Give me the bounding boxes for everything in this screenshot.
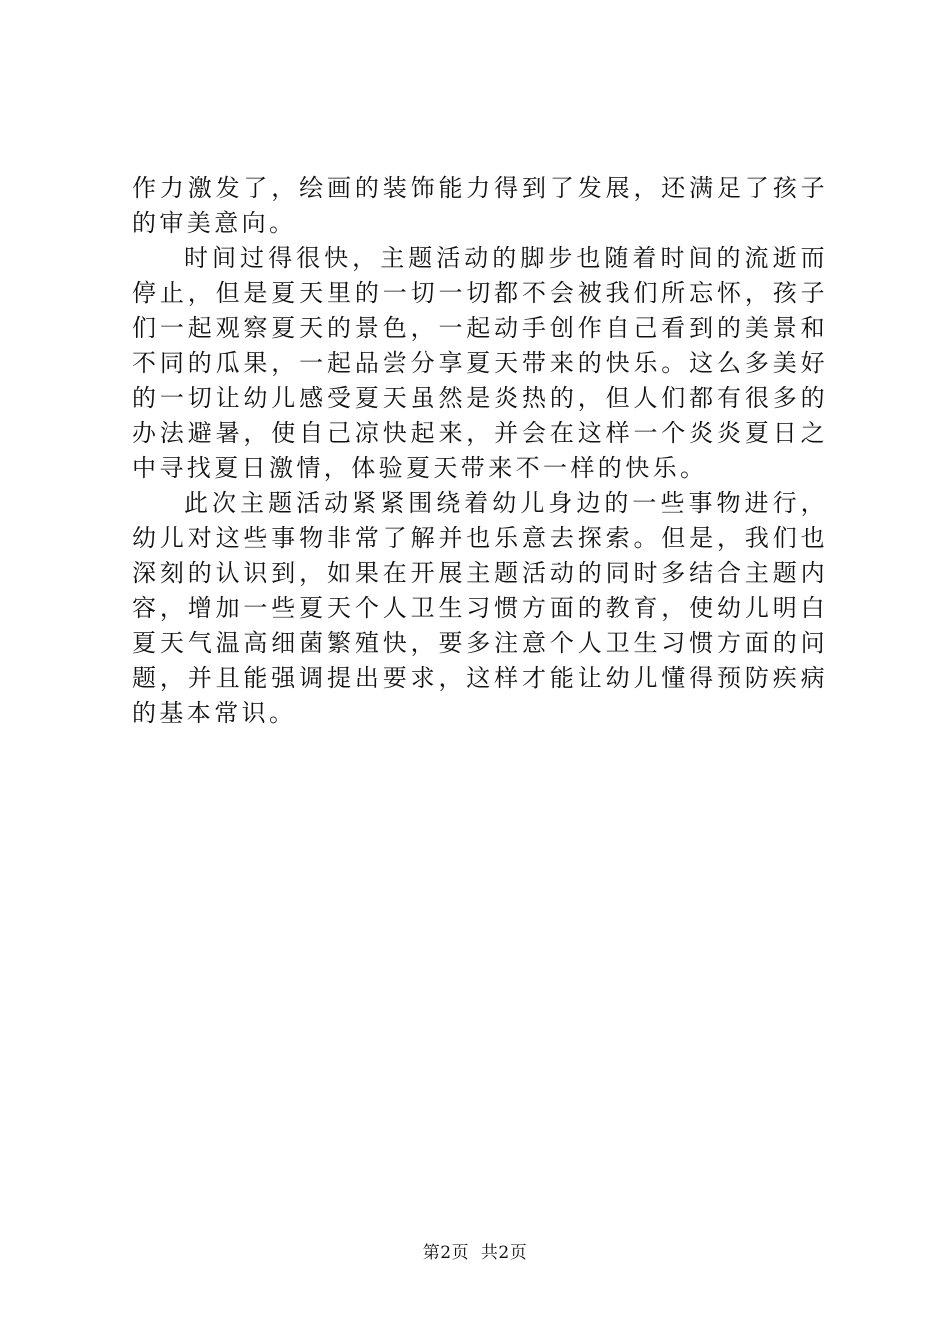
document-body xyxy=(132,171,828,731)
page-footer xyxy=(0,1241,950,1265)
page-total-label: 共2页 xyxy=(480,1243,528,1263)
paragraph-summer-activities: 时间过得很快，主题活动的脚步也随着时间的流逝而停止，但是夏天里的一切一切都不会被我们所忘怀，孩子们一起观察夏天的景色，一起动手创作自己看到的美景和不同的瓜果，一起品尝分享夏天带来的快乐。这么多美好的一切让幼儿感受夏天虽然是炎热的，但人们都有很多的办法避暑，使自己凉快起来，并会在这样一个炎炎夏日之中寻找夏日激情，体验夏天带来不一样的快乐。 xyxy=(132,244,828,482)
page-number-label: 第2页 xyxy=(422,1243,470,1263)
paragraph-reflection: 此次主题活动紧紧围绕着幼儿身边的一些事物进行，幼儿对这些事物非常了解并也乐意去探索。但是，我们也深刻的认识到，如果在开展主题活动的同时多结合主题内容，增加一些夏天个人卫生习惯方面的教育，使幼儿明白夏天气温高细菌繁殖快，要多注意个人卫生习惯方面的问题，并且能强调提出要求，这样才能让幼儿懂得预防疾病的基本常识。 xyxy=(132,489,828,727)
paragraph-continuation: 作力激发了，绘画的装饰能力得到了发展，还满足了孩子的审美意向。 xyxy=(132,174,828,237)
